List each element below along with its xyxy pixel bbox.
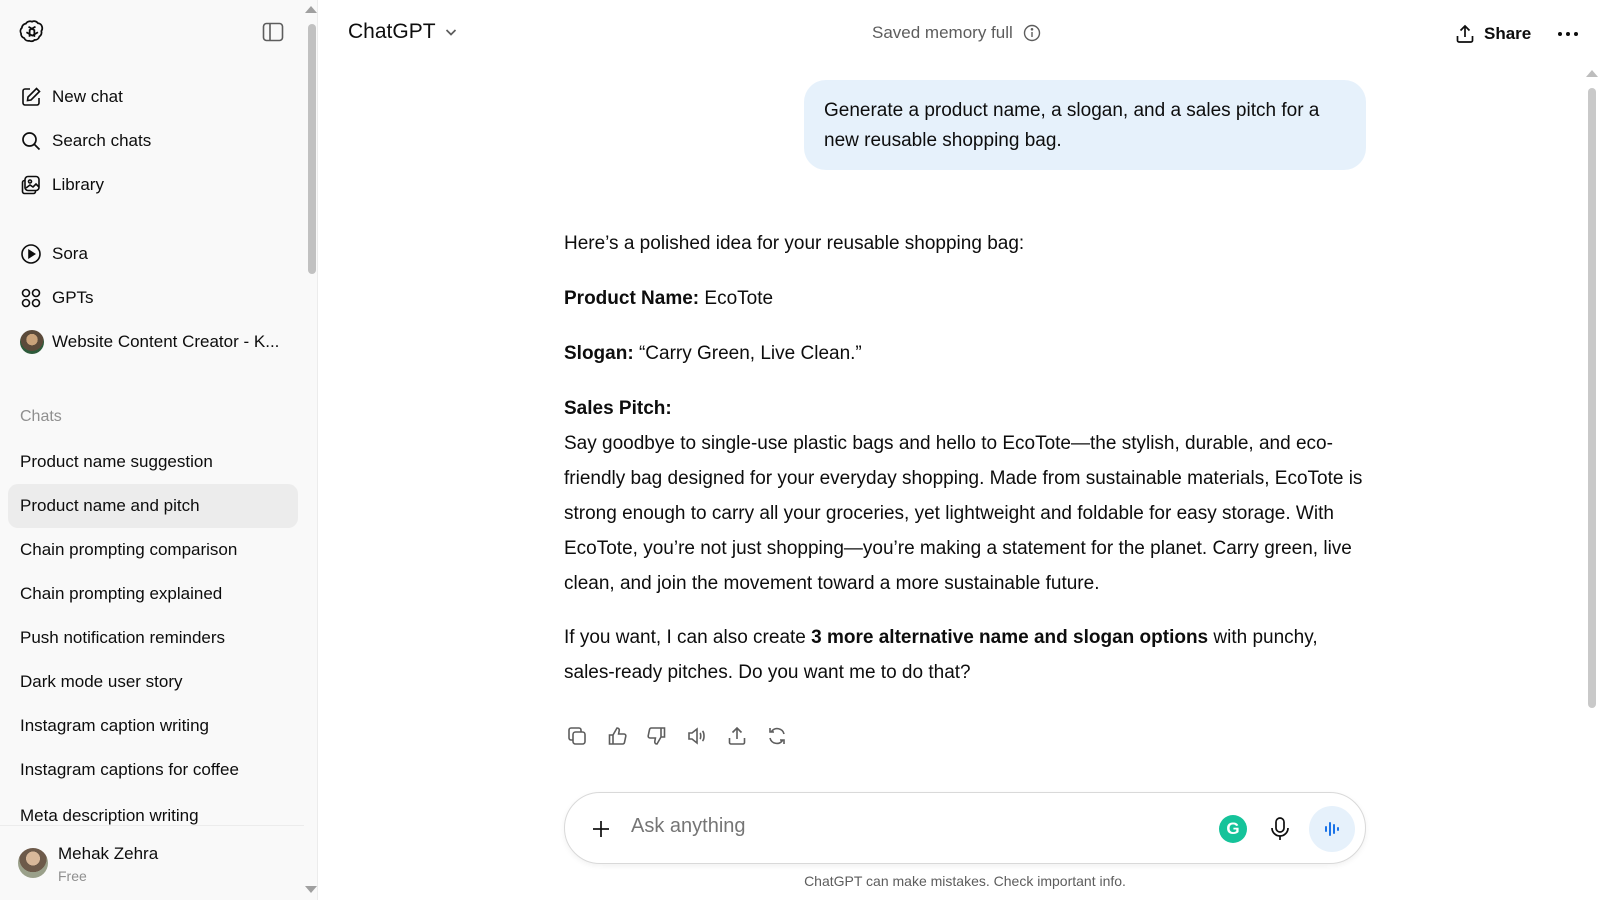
gpt-label: Website Content Creator - K...	[52, 332, 280, 351]
library-button[interactable]	[8, 165, 298, 205]
followup-paragraph	[564, 620, 1364, 690]
chat-item-label: Chain prompting comparison	[20, 540, 238, 559]
slogan-label: Slogan:	[564, 343, 634, 364]
voice-mode-button[interactable]	[1309, 806, 1355, 852]
avatar	[18, 848, 48, 878]
user-account-button[interactable]	[0, 825, 304, 900]
scroll-up-arrow-icon[interactable]	[305, 6, 317, 13]
user-plan: Free	[58, 868, 87, 884]
gpts-button[interactable]	[8, 278, 298, 318]
sales-pitch-heading: Sales Pitch:	[564, 398, 672, 419]
chats-section-label: Chats	[20, 408, 62, 425]
library-icon	[20, 174, 42, 196]
read-aloud-icon[interactable]	[684, 723, 710, 749]
chat-item[interactable]	[8, 792, 298, 826]
sidebar-scrollbar-thumb[interactable]	[308, 24, 316, 274]
chat-item-label: Instagram caption writing	[20, 716, 209, 735]
slogan-value: “Carry Green, Live Clean.”	[638, 343, 862, 364]
grid-icon	[20, 287, 42, 309]
followup-bold: 3 more alternative name and slogan options	[811, 627, 1209, 648]
sidebar-toggle-icon[interactable]	[262, 22, 284, 42]
chat-item[interactable]	[8, 572, 298, 616]
sora-label: Sora	[52, 244, 88, 263]
new-chat-button[interactable]	[8, 77, 298, 117]
chat-item[interactable]	[8, 704, 298, 748]
thumbs-down-icon[interactable]	[644, 723, 670, 749]
followup-post: with punchy, sales-ready pitches. Do you want me to do that?	[564, 627, 1318, 683]
search-chats-label: Search chats	[52, 131, 152, 150]
memory-status-label: Saved memory full	[872, 23, 1013, 42]
chat-item-label: Chain prompting explained	[20, 584, 223, 603]
microphone-icon[interactable]	[1267, 815, 1293, 843]
chat-item-label: Meta description writing	[20, 806, 199, 825]
main-scrollbar-thumb[interactable]	[1588, 88, 1596, 708]
gpts-label: GPTs	[52, 288, 94, 307]
voice-waveform-icon	[1321, 818, 1343, 840]
chat-item-label: Product name suggestion	[20, 452, 213, 471]
chat-item-label: Product name and pitch	[20, 496, 200, 515]
chat-item-label: Instagram captions for coffee	[20, 760, 239, 779]
grammarly-icon[interactable]	[1219, 815, 1247, 843]
product-name-value: EcoTote	[704, 288, 774, 309]
chat-item[interactable]	[8, 616, 298, 660]
sales-pitch-text: Say goodbye to single-use plastic bags and hello to EcoTote—the stylish, durable, and eco-friendly bag designed for your everyday shopping. Made from sustainable materials, EcoTote is strong enough to carry all your groceries, yet lightweight and foldable for easy storage. With EcoTote, you’re not just shopping—you’re making a statement for the planet. Carry green, live clean, and join the movement toward a more sustainable future.	[564, 433, 1363, 594]
gpt-website-content-creator[interactable]	[8, 322, 298, 362]
play-circle-icon	[20, 243, 42, 265]
sora-button[interactable]	[8, 234, 298, 274]
new-chat-label: New chat	[52, 87, 123, 106]
product-name-line	[564, 281, 1364, 316]
model-selector[interactable]	[348, 20, 458, 44]
library-label: Library	[52, 175, 104, 194]
main-scroll-up-arrow-icon[interactable]	[1586, 70, 1598, 77]
search-chats-button[interactable]	[8, 121, 298, 161]
grammarly-glyph: G	[1226, 819, 1240, 838]
scroll-down-arrow-icon[interactable]	[305, 886, 317, 893]
composer	[564, 792, 1366, 864]
chat-item-active[interactable]	[8, 484, 298, 528]
info-icon[interactable]	[1023, 24, 1041, 42]
share-button[interactable]	[1454, 19, 1531, 49]
sales-pitch-label	[564, 391, 1364, 426]
chat-item[interactable]	[8, 440, 298, 484]
chat-item-label: Push notification reminders	[20, 628, 226, 647]
chat-item-label: Dark mode user story	[20, 672, 183, 691]
disclaimer-text: ChatGPT can make mistakes. Check important info.	[804, 873, 1126, 889]
message-actions	[564, 723, 804, 749]
sidebar-header	[0, 0, 318, 64]
edit-icon	[20, 86, 42, 108]
followup-pre: If you want, I can also create	[564, 627, 812, 648]
search-icon	[20, 130, 42, 152]
copy-icon[interactable]	[564, 723, 590, 749]
user-name: Mehak Zehra	[58, 844, 159, 863]
user-message-bubble: Generate a product name, a slogan, and a sales pitch for a new reusable shopping bag.	[804, 80, 1366, 170]
memory-status[interactable]	[872, 23, 1041, 43]
assistant-intro: Here’s a polished idea for your reusable shopping bag:	[564, 233, 1025, 254]
slogan-line	[564, 336, 1364, 371]
thumbs-up-icon[interactable]	[604, 723, 630, 749]
share-label: Share	[1484, 24, 1532, 43]
model-name: ChatGPT	[348, 20, 436, 43]
chevron-down-icon	[444, 25, 458, 39]
plus-icon[interactable]	[589, 817, 613, 841]
share-icon	[1454, 23, 1476, 45]
prompt-input[interactable]	[631, 815, 1151, 838]
openai-logo-icon[interactable]	[18, 18, 46, 46]
more-options-icon[interactable]	[1556, 24, 1580, 44]
regenerate-icon[interactable]	[764, 723, 790, 749]
chat-item[interactable]	[8, 748, 298, 792]
gpt-avatar-icon	[20, 330, 44, 354]
chat-item[interactable]	[8, 660, 298, 704]
chat-item[interactable]	[8, 528, 298, 572]
share-message-icon[interactable]	[724, 723, 750, 749]
sidebar	[0, 0, 318, 900]
product-name-label: Product Name:	[564, 288, 700, 309]
